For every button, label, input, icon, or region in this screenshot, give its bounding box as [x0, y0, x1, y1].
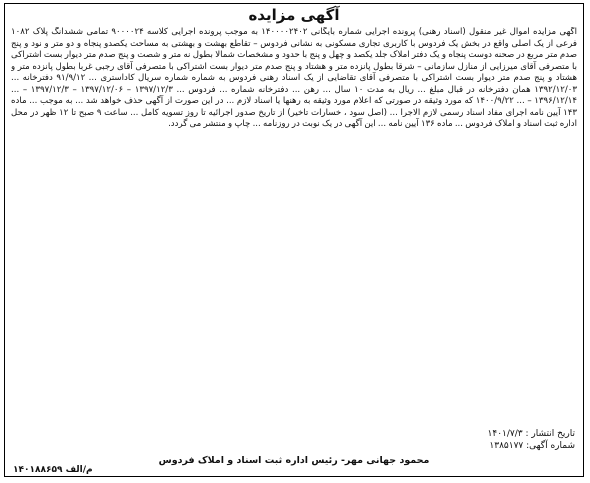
notice-body-paragraph: آگهی مزایده اموال غیر منقول (اسناد رهنی) پرونده اجرایی شماره بایگانی ۱۴۰۰۰۰۲۴۰۲ به موجب پرونده اجرایی کلاسه ۹۰۰۰۰۲۴ تمامی ششدانگ پلاک ۱۰۸۲ فرعی از یک اصلی واقع در بخش یک فردوس با کاربری تجاری مسکونی به نشانی فردوس – تقاطع بهشت و بهشتی به مساحت یکصدو پنجاه و دو متر و نود و پنج صدم متر مربع در صحنه دوست پنجاه و یک دفتر املاک جلد یکصد و چهل و پنج با حدود و مشخصات شمالا بطول نه متر و شصت و پنج صدم متر دیوار بست اشتراکی با متصرفی آقای میرزایی از منازل سازمانی – شرقا بطول پانزده متر و هشتاد و پنج صدم متر دیوار بست اشتراکی با متصرفی آقای رجبی غربا بطول پانزده متر و هشتاد و پنج صدم متر دیوار بست اشتراکی با متصرفی آقای تقاضایی از یک اسناد رهنی فردوس به شماره شماره سریال کاداستری ... ۹۱/۹/۱۲ دفترخانه ... ۱۳۹۲/۱۲/۰۳ همان دفترخانه در قبال مبلغ ... ریال به مدت ۱۰ سال ... رهن ... دفترخانه شماره ... فردوس ... ۱۳۹۷/۱۲/۳ – ۱۳۹۷/۱۲/۰۶ – ۱۳۹۷/۱۲/۳ – ... ۱۳۹۶/۱۲/۱۴ – ... ۱۴۰۰/۹/۲۲ که مورد وثیقه در صورتی که اعلام مورد وثیقه به رهنها یا اسناد لازم ... در این صورت از آگهی حذف خواهد شد ... به موجب ... ماده ۱۴۳ آیین نامه اجرای مفاد اسناد رسمی لازم الاجرا ... (اصل سود ، خسارات تاخیر) از تاریخ صدور اجرائیه تا روز تسویه کامل ... ساعت ۹ صبح تا ۱۲ ظهر در محل اداره ثبت اسناد و املاک فردوس ... ماده ۱۳۶ آیین نامه ... این آگهی در یک نوبت در روزنامه ... چاپ و منتشر می گردد. [11, 27, 577, 130]
ad-reference-code: م/الف ۱۴۰۱۸۸۶۵۹ [13, 465, 93, 475]
ad-number: شماره آگهی: ۱۳۸۵۱۷۷ [489, 441, 575, 451]
signatory: محمود جهانی مهر- رئیس اداره ثبت اسناد و املاک فردوس [158, 455, 430, 466]
notice-footer [488, 428, 575, 452]
legal-notice-ad [4, 3, 584, 477]
publication-date: تاریخ انتشار : ۱۴۰۱/۷/۳ [487, 429, 575, 439]
notice-title: آگهی مزایده [248, 6, 340, 24]
